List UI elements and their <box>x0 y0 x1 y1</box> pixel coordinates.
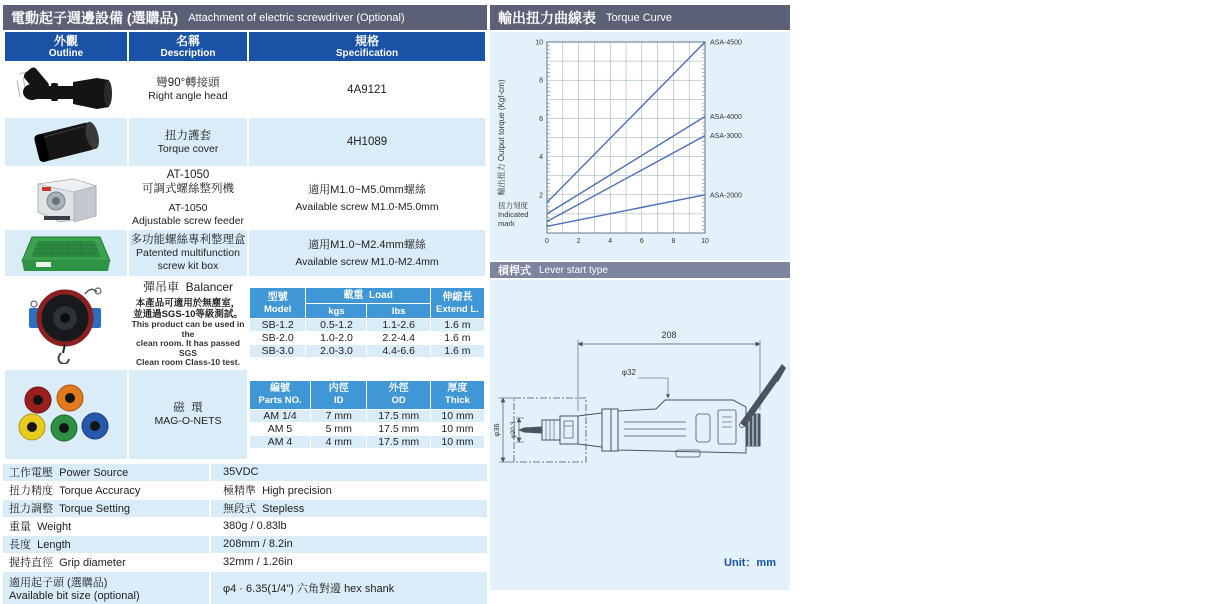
spec-row-torque-accuracy: 扭力精度 Torque Accuracy 極精準 High precision <box>3 482 487 500</box>
svg-text:Indicated: Indicated <box>498 210 529 219</box>
bit-size-label-zh: 適用起子頭 (選購品) <box>9 577 108 589</box>
dim-body-diameter-label: φ32 <box>621 368 636 377</box>
column-description <box>129 32 247 61</box>
dim-inner-diameter-label: φ20.3 <box>510 421 517 439</box>
magnet-col-od: 外徑 OD <box>367 381 429 409</box>
torque-curve-panel <box>490 5 790 590</box>
balancer-note-en: clean room. It has passed SGS <box>136 338 240 358</box>
column-specification <box>249 32 485 61</box>
product-spec-zh: 適用M1.0~M5.0mm螺絲 <box>308 183 426 196</box>
table-row-screw-kit-box <box>5 230 485 276</box>
product-spec-en: Available screw M1.0-M2.4mm <box>295 255 439 268</box>
balancer-note-en: This product can be used in the <box>131 319 245 339</box>
column-outline-en: Outline <box>48 47 84 59</box>
magnet-row: AM 5 5 mm 17.5 mm 10 mm <box>250 423 484 435</box>
torque-curve-title-bar <box>490 5 790 30</box>
torque-curve-title-zh: 輸出扭力曲線表 <box>498 9 596 26</box>
right-angle-head-image <box>11 67 121 113</box>
svg-text:2: 2 <box>576 238 581 245</box>
balancer-col-load: 載重 Load <box>306 288 429 303</box>
column-specification-zh: 規格 <box>354 33 379 48</box>
product-name-zh: 彎90°轉接頭 <box>156 77 220 89</box>
balancer-row: SB-1.2 0.5-1.2 1.1-2.6 1.6 m <box>250 319 484 331</box>
product-name-line: Adjustable screw feeder <box>131 215 245 227</box>
spec-row-weight: 重量 Weight 380g / 0.83lb <box>3 518 487 536</box>
magnet-col-thick: 厚度 Thick <box>431 381 484 409</box>
magnet-col-parts: 編號 Parts NO. <box>250 381 310 409</box>
spec-row-grip-diameter: 握持直徑 Grip diameter 32mm / 1.26in <box>3 554 487 572</box>
svg-text:輸出扭力 Output torque (Kgf-cm): 輸出扭力 Output torque (Kgf-cm) <box>497 79 506 196</box>
svg-text:8: 8 <box>539 77 543 85</box>
spec-row-bit-size: 適用起子頭 (選購品) Available bit size (optional) φ4 · 6.35(1/4") 六角對邊 hex shank <box>3 572 487 604</box>
svg-text:4: 4 <box>608 238 613 245</box>
balancer-row: SB-2.0 1.0-2.0 2.2-4.4 1.6 m <box>250 332 484 344</box>
svg-text:10: 10 <box>535 39 543 47</box>
balancer-col-extend: 伸縮長 Extend L. <box>431 288 484 318</box>
attachment-title-bar <box>3 5 487 30</box>
bit-size-label-en: Available bit size (optional) <box>9 590 140 602</box>
product-name-en: Torque cover <box>157 142 219 155</box>
svg-text:扭力刻度: 扭力刻度 <box>498 201 528 210</box>
product-name-en: Right angle head <box>148 90 228 102</box>
column-specification-en: Specification <box>335 47 399 59</box>
magnet-col-id: 内徑 ID <box>311 381 366 409</box>
torque-curve-chart <box>490 32 790 260</box>
svg-text:0: 0 <box>545 238 549 245</box>
column-description-zh: 名稱 <box>175 33 200 48</box>
magnet-row: AM 1/4 7 mm 17.5 mm 10 mm <box>250 410 484 422</box>
balancer-note-en: Clean room Class-10 test. <box>136 357 240 367</box>
torque-cover-image <box>16 120 116 164</box>
svg-text:8: 8 <box>671 238 676 245</box>
unit-label: Unit：mm <box>724 557 776 569</box>
torque-curve-svg <box>490 32 790 260</box>
dimension-drawing-panel <box>490 280 790 590</box>
spec-row-length: 長度 Length 208mm / 8.2in <box>3 536 487 554</box>
product-spec-zh: 適用M1.0~M2.4mm螺絲 <box>308 238 426 251</box>
dim-outer-diameter-label: φ36 <box>492 423 501 437</box>
column-outline-zh: 外觀 <box>53 33 78 48</box>
lever-label-en: Lever start type <box>539 264 608 276</box>
lever-start-type-bar <box>490 262 790 278</box>
column-description-en: Description <box>160 47 216 59</box>
product-spec: 4H1089 <box>346 136 388 148</box>
svg-text:ASA-4500: ASA-4500 <box>710 39 742 47</box>
svg-text:4: 4 <box>539 154 543 162</box>
balancer-image <box>21 282 111 364</box>
attachment-title-en: Attachment of electric screwdriver (Optional) <box>188 11 405 24</box>
attachment-table <box>3 30 487 461</box>
product-name-en2: screw kit box <box>157 260 219 272</box>
product-name-line: AT-1050 <box>168 202 208 214</box>
magnets-image <box>11 383 121 445</box>
balancer-col-model: 型號 Model <box>250 288 305 318</box>
spec-row-torque-setting: 扭力調整 Torque Setting 無段式 Stepless <box>3 500 487 518</box>
svg-text:10: 10 <box>701 238 709 245</box>
attachment-panel <box>3 5 487 604</box>
screw-kit-box-image <box>16 231 116 275</box>
product-spec: 4A9121 <box>347 83 387 96</box>
balancer-note-zh: 並通過SGS-10等級測試。 <box>133 309 243 320</box>
svg-text:ASA-3000: ASA-3000 <box>710 133 742 141</box>
balancer-note-zh: 本產品可適用於無塵室， <box>135 298 241 309</box>
column-outline <box>5 32 127 61</box>
product-name-zh: 多功能螺絲專利整理盒 <box>130 234 246 246</box>
table-row-magnets <box>5 370 485 459</box>
balancer-col-kgs: kgs <box>306 304 366 318</box>
screwdriver-dimension-drawing <box>490 280 790 590</box>
torque-curve-title-en: Torque Curve <box>606 11 673 24</box>
spec-row-power-source: 工作電壓 Power Source 35VDC <box>3 464 487 482</box>
product-name-en: MAG-O-NETS <box>154 414 222 427</box>
balancer-col-lbs: lbs <box>367 304 429 318</box>
general-specs <box>3 464 487 604</box>
magnet-spec-table <box>249 380 485 449</box>
attachment-title-zh: 電動起子週邊設備 (選購品) <box>11 9 179 26</box>
product-name-en: Patented multifunction <box>136 247 240 259</box>
svg-text:6: 6 <box>639 238 644 245</box>
balancer-row: SB-3.0 2.0-3.0 4.4-6.6 1.6 m <box>250 345 484 357</box>
attachment-table-header <box>5 32 485 61</box>
product-name-line: AT-1050 <box>166 169 210 181</box>
svg-text:2: 2 <box>539 192 543 200</box>
table-row-screw-feeder <box>5 168 485 228</box>
table-row-torque-cover <box>5 118 485 166</box>
table-row-right-angle-head <box>5 63 485 116</box>
balancer-title: 彈吊車 Balancer <box>142 280 234 294</box>
dim-length-label: 208 <box>661 330 677 340</box>
lever-label-zh: 槓桿式 <box>498 265 531 277</box>
product-name-zh: 磁 環 <box>173 401 203 414</box>
svg-text:6: 6 <box>539 115 543 123</box>
product-name-zh: 扭力護套 <box>165 129 211 142</box>
table-row-balancer <box>5 278 485 368</box>
svg-text:ASA-2000: ASA-2000 <box>710 192 742 200</box>
screw-feeder-image <box>16 170 116 226</box>
svg-text:mark: mark <box>498 219 515 228</box>
balancer-spec-table <box>249 287 485 358</box>
svg-text:ASA-4000: ASA-4000 <box>710 113 742 121</box>
product-name-line: 可調式螺絲整列機 <box>142 183 234 195</box>
product-spec-en: Available screw M1.0-M5.0mm <box>295 200 439 213</box>
magnet-row: AM 4 4 mm 17.5 mm 10 mm <box>250 436 484 448</box>
